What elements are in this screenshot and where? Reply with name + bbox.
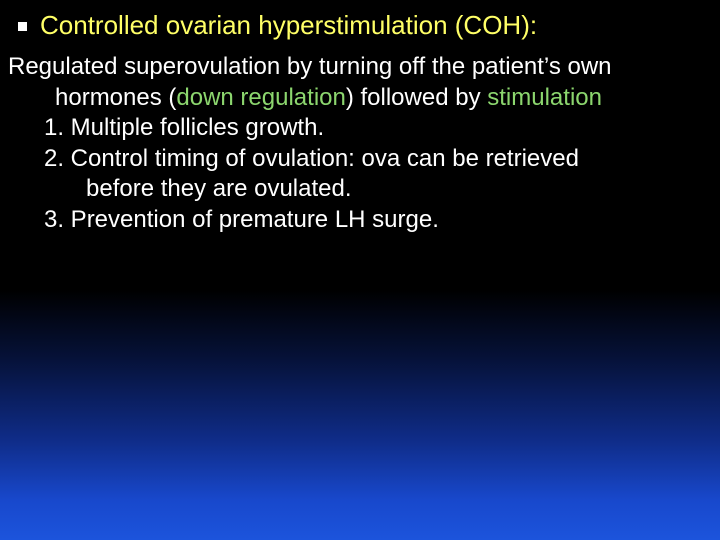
paragraph-text: hormones ( (55, 83, 177, 111)
list-item-2-continuation: before they are ovulated. (86, 175, 352, 202)
paragraph-line-2 (0, 83, 720, 114)
slide-heading-row (18, 8, 537, 42)
paragraph-line-1: Regulated superovulation by turning off the patient’s own (8, 53, 612, 80)
paragraph-text: ) followed by (345, 83, 488, 111)
list-item-2: 2. Control timing of ovulation: ova can be retrieved (44, 144, 579, 172)
list-item-3: 3. Prevention of premature LH surge. (44, 205, 439, 233)
list-item-1: 1. Multiple follicles growth. (44, 114, 325, 141)
highlight-stimulation: stimulation (487, 83, 602, 111)
square-bullet-icon (18, 22, 27, 31)
highlight-down-regulation: down regulation (176, 83, 346, 111)
slide-heading: Controlled ovarian hyperstimulation (COH): (40, 10, 538, 40)
slide-body (0, 52, 720, 235)
